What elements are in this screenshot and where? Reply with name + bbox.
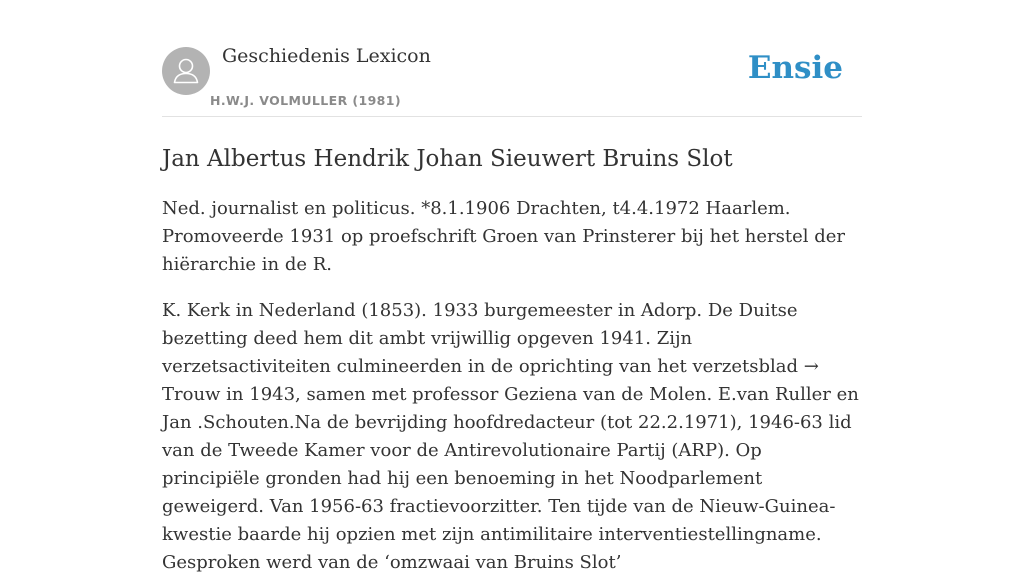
ensie-logo[interactable]: Ensie xyxy=(747,50,843,86)
source-header xyxy=(162,0,862,117)
author-credit: H.W.J. VOLMULLER (1981) xyxy=(210,93,401,108)
article-paragraph: Ned. journalist en politicus. *8.1.1906 Drachten, t4.4.1972 Haarlem. Promoveerde 1931 op proefschrift Groen van Prinsterer bij het herstel der hiërarchie in de R. xyxy=(162,198,845,275)
page xyxy=(162,0,862,577)
source-title-link[interactable]: Geschiedenis Lexicon xyxy=(222,45,431,67)
article-paragraph: K. Kerk in Nederland (1853). 1933 burgemeester in Adorp. De Duitse bezetting deed hem dit ambt vrijwillig opgeven 1941. Zijn verzetsactiviteiten culmineerden in de oprichting van het verzetsblad → Trouw in 1943, samen met professor Geziena van de Molen. E.van Ruller en Jan .Schouten.Na de bevrijding hoofdredacteur (tot 22.2.1971), 1946-63 lid van de Tweede Kamer voor de Antirevolutionaire Partij (ARP). Op principiële gronden had hij een benoeming in het Noodparlement geweigerd. Van 1956-63 fractievoorzitter. Ten tijde van de Nieuw-Guinea-kwestie baarde hij opzien met zijn antimilitaire interventiestellingname. Gesproken werd van de ‘omzwaai van Bruins Slot’ xyxy=(162,300,859,573)
article-title: Jan Albertus Hendrik Johan Sieuwert Bruins Slot xyxy=(162,146,733,172)
user-icon[interactable] xyxy=(162,47,210,95)
